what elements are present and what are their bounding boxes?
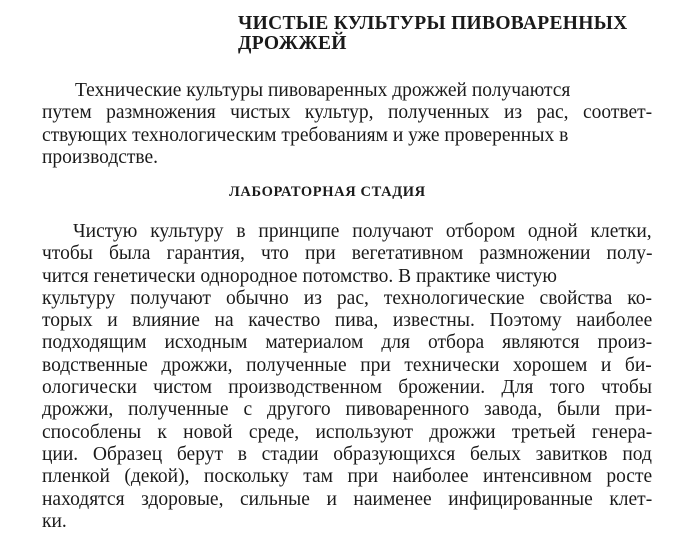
text-line: чтобы была гарантия, что при вегетативном размножении полу-	[42, 243, 653, 265]
text-line: способлены к новой среде, используют дрожжи третьей генера-	[42, 421, 653, 443]
text-line: путем размножения чистых культур, полученных из рас, соответ-	[42, 102, 653, 124]
text-line: пленкой (декой), поскольку там при наиболее интенсивном росте	[42, 466, 653, 488]
text-line: чится генетически однородное потомство. В практике чистую	[42, 265, 557, 287]
text-line: производстве.	[42, 146, 159, 168]
chapter-title-line: ДРОЖЖЕЙ	[238, 33, 347, 54]
body-paragraph	[42, 221, 652, 533]
text-line: ствующих технологическим требованиям и уже проверенных в	[42, 124, 569, 146]
text-line: ции. Образец берут в стадии образующихся белых завитков под	[42, 443, 652, 465]
text-line: дрожжи, полученные с другого пивоваренного завода, были при-	[42, 399, 653, 421]
text-line: находятся здоровые, сильные и наименее инфицированные клет-	[42, 488, 653, 510]
section-heading: ЛАБОРАТОРНАЯ СТАДИЯ	[229, 184, 426, 200]
text-line: Технические культуры пивоваренных дрожжей получаются	[75, 80, 571, 101]
text-line: ологически чистом производственном брожении. Для того чтобы	[42, 377, 652, 399]
text-line: водственные дрожжи, полученные при технически хорошем и би-	[42, 354, 652, 376]
chapter-title-line: ЧИСТЫЕ КУЛЬТУРЫ ПИВОВАРЕННЫХ	[238, 13, 628, 34]
text-line: Чистую культуру в принципе получают отбором одной клетки,	[73, 221, 652, 242]
chapter-title	[238, 14, 658, 54]
text-line: подходящим исходным материалом для отбора являются произ-	[42, 332, 653, 354]
text-line: торых и влияние на качество пива, известны. Поэтому наиболее	[42, 310, 653, 332]
intro-paragraph	[42, 80, 652, 169]
text-line: культуру получают обычно из рас, технологические свойства ко-	[42, 287, 653, 309]
text-line: ки.	[42, 510, 67, 532]
